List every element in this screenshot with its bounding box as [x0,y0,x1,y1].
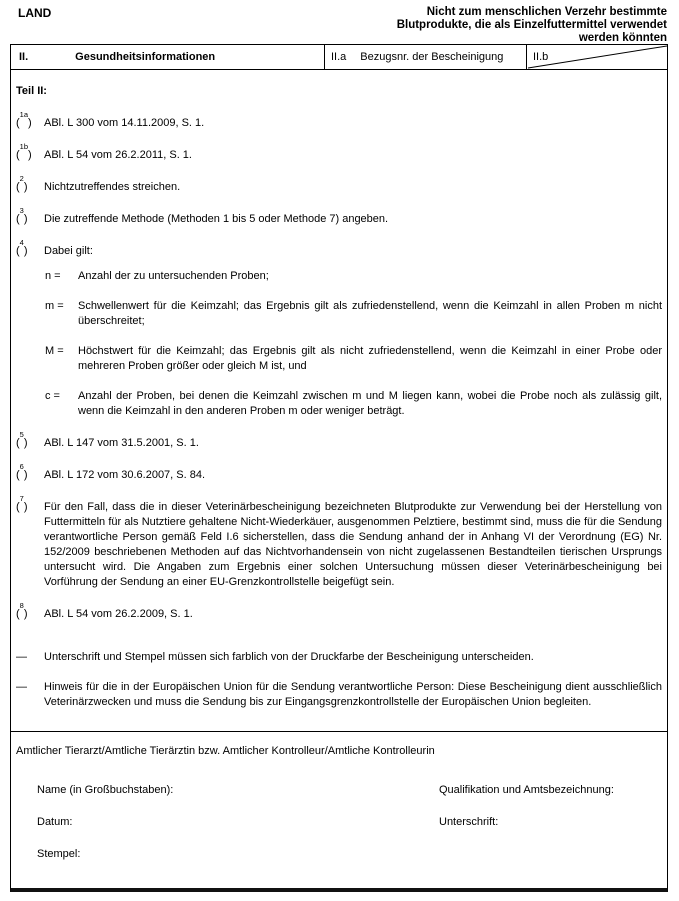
cell-section [11,45,325,69]
footnote-marker [16,601,44,622]
definition-symbol: m = [45,300,64,312]
definition-symbol: c = [45,390,60,402]
definition-text: Höchstwert für die Keimzahl; das Ergebnis gilt als nicht zufriedenstellend, wenn die Keimzahl in einer Probe oder mehreren Proben größer oder gleich M ist, und [78,345,662,372]
paren-open: ( [16,117,20,129]
footnote-marker [16,206,44,227]
footnote-superscript: 1b [19,142,29,152]
section-title: Gesundheitsinformationen [75,51,216,63]
footnote-superscript: 4 [19,238,24,248]
paren-close: ) [23,181,28,193]
note-signature-color [16,650,662,665]
empty-cell [418,847,662,862]
part-two-body [11,70,667,731]
footnote-superscript: 3 [19,206,24,216]
definition-text: Anzahl der zu untersuchenden Proben; [78,270,269,282]
footnote-superscript: 1a [19,110,29,120]
stamp-field-label: Stempel: [37,848,81,860]
name-field-label: Name (in Großbuchstaben): [37,784,174,796]
footnote-marker [16,494,44,590]
paren-close: ) [28,117,32,129]
document-title-line: Nicht zum menschlichen Verzehr bestimmte [426,6,667,18]
footnote-text: ABl. L 54 vom 26.2.2011, S. 1. [44,149,192,161]
document-title-line: werden könnten [578,32,667,44]
signature-heading: Amtlicher Tierarzt/Amtliche Tierärztin bzw. Amtlicher Kontrolleur/Amtliche Kontrolleurin [16,745,435,757]
footnote-marker [16,174,44,195]
footnote-text: Nichtzutreffendes streichen. [44,181,181,193]
signature-row-date [16,815,662,830]
paren-open: ( [16,437,20,449]
paren-close: ) [23,501,28,513]
footnote-marker [16,430,44,451]
paren-close: ) [23,469,28,481]
signature-field-label: Unterschrift: [439,816,499,828]
footnote-marker [16,142,44,163]
footnote-text: ABl. L 172 vom 30.6.2007, S. 84. [44,469,206,481]
footnote-text: ABl. L 147 vom 31.5.2001, S. 1. [44,437,199,449]
definition-m [45,299,662,329]
definition-M [45,344,662,374]
footnote-1b [16,142,662,163]
paren-open: ( [16,469,20,481]
general-notes [16,650,662,710]
footnote-4 [16,238,662,259]
footnote-text: ABl. L 300 vom 14.11.2009, S. 1. [44,117,205,129]
reference-cell-label: II.a [331,51,347,63]
footnote-text: Für den Fall, dass die in dieser Veterinärbescheinigung bezeichneten Blutprodukte zur Verwendung bei der Herstellung von Futtermitteln für als Nutztiere gehaltene Nicht-Wiederkäuer, ausgenommen Pelztiere, bestimmt sind, muss die für die Sendung verantwortliche Person gemäß Feld I.6 sicherstellen, dass die Sendung anhand der in Anhang VI der Verordnung (EG) Nr. 152/2009 beschriebenen Methoden auf das Nichtvorhandensein von nicht zugelassenen Bestandteilen tierischen Ursprungs untersucht wird. Die Angaben zum Ergebnis einer solchen Untersuchung müssen dieser Veterinärbescheinigung bei Vorführung der Sendung an einer EU-Grenzkontrollstelle beigefügt sein. [44,501,662,588]
footnote-3 [16,206,662,227]
paren-close: ) [23,437,28,449]
paren-close: ) [23,213,28,225]
footnote-text: Dabei gilt: [44,245,93,257]
footnote-marker [16,238,44,259]
document-title-line: Blutprodukte, die als Einzelfuttermittel verwendet [396,19,667,31]
cell-iib-label: II.b [533,51,549,63]
definition-n [45,269,662,284]
footnote-6 [16,462,662,483]
dash-bullet: — [16,651,27,663]
certificate-frame [10,44,668,892]
footnote-superscript: 8 [19,601,24,611]
footnote-1a [16,110,662,131]
paren-open: ( [16,608,20,620]
footnote-text: Die zutreffende Methode (Methoden 1 bis 5 oder Methode 7) angeben. [44,213,389,225]
definition-symbol: M = [45,345,64,357]
footnote-text: ABl. L 54 vom 26.2.2009, S. 1. [44,608,193,620]
definition-c [45,389,662,419]
cell-reference [325,45,527,69]
page-header [18,6,667,45]
document-title [397,6,667,45]
country-label: LAND [18,6,52,20]
definition-symbol: n = [45,270,61,282]
footnote-2 [16,174,662,195]
footnote-marker [16,462,44,483]
definition-text: Anzahl der Proben, bei denen die Keimzahl zwischen m und M liegen kann, wobei die Probe noch als zulässig gilt, wenn die Keimzahl in den anderen Proben m oder weniger beträgt. [78,390,662,417]
definitions-list [45,269,662,419]
section-number: II. [19,51,29,63]
footnote-superscript: 5 [19,430,24,440]
paren-open: ( [16,181,20,193]
definition-text: Schwellenwert für die Keimzahl; das Ergebnis gilt als zufriedenstellend, wenn die Keimzahl in allen Proben m nicht überschreitet; [78,300,662,327]
part-two-heading: Teil II: [16,85,47,97]
table-header-row [11,45,667,70]
paren-close: ) [23,245,28,257]
signature-row-stamp [16,847,662,862]
paren-open: ( [16,213,20,225]
footnote-marker [16,110,44,131]
paren-open: ( [16,149,20,161]
footnote-superscript: 7 [19,494,24,504]
note-text: Hinweis für die in der Europäischen Union für die Sendung verantwortliche Person: Diese Bescheinigung dient ausschließlich Veterinärzwecken und muss die Sendung bis zur Eingangsgrenzkontrollstelle der Europäischen Union begleiten. [44,681,662,708]
footnote-7 [16,494,662,590]
cell-iib [527,45,667,69]
note-text: Unterschrift und Stempel müssen sich farblich von der Druckfarbe der Bescheinigung unterscheiden. [44,651,534,663]
footnote-5 [16,430,662,451]
note-responsible-person [16,680,662,710]
signature-block [11,731,667,888]
signature-row-name [16,783,662,798]
qualification-field-label: Qualifikation und Amtsbezeichnung: [439,784,614,796]
footnote-superscript: 2 [19,174,24,184]
footnote-8 [16,601,662,622]
dash-bullet: — [16,681,27,693]
date-field-label: Datum: [37,816,73,828]
paren-close: ) [23,608,28,620]
reference-title: Bezugsnr. der Bescheinigung [360,51,504,63]
footnote-superscript: 6 [19,462,24,472]
paren-close: ) [28,149,32,161]
paren-open: ( [16,245,20,257]
paren-open: ( [16,501,20,513]
